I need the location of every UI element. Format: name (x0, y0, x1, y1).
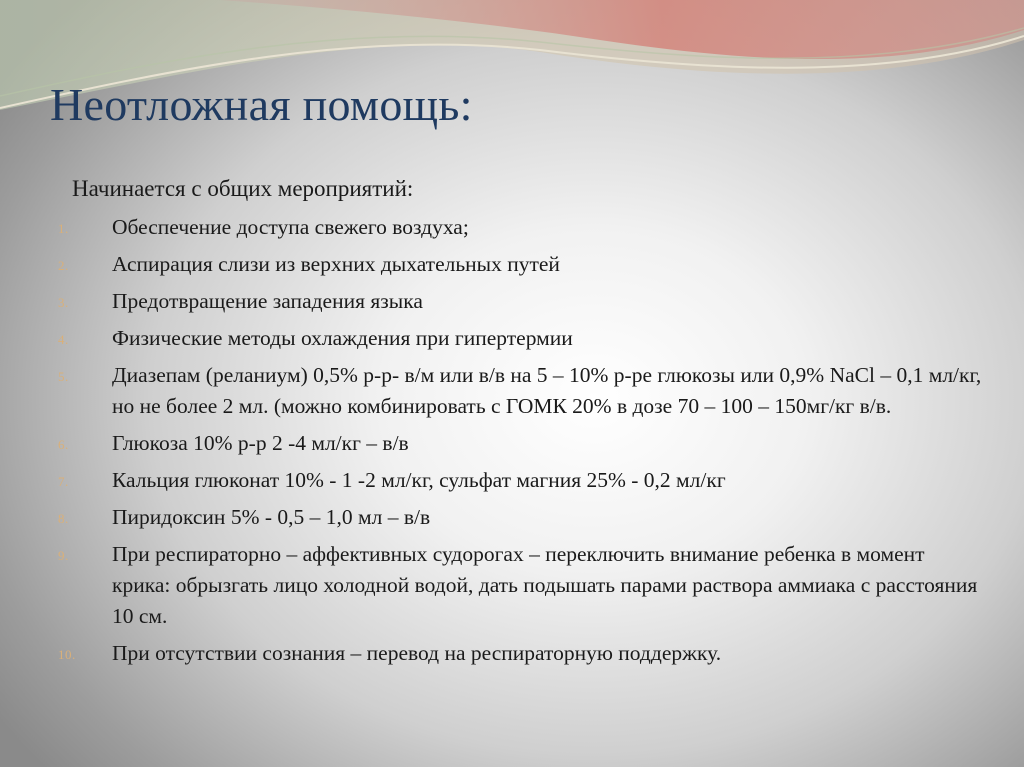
item-number: 3. (58, 295, 69, 310)
list-item (58, 465, 988, 496)
item-text: При отсутствии сознания – перевод на респираторную поддержку. (112, 641, 722, 665)
item-number: 2. (58, 258, 69, 273)
item-text: Предотвращение западения языка (112, 289, 423, 313)
item-text: Глюкоза 10% р-р 2 -4 мл/кг – в/в (112, 431, 409, 455)
treatment-list (58, 212, 988, 675)
slide-title: Неотложная помощь: (50, 79, 473, 130)
item-text: Аспирация слизи из верхних дыхательных путей (112, 252, 560, 276)
item-number: 4. (58, 332, 69, 347)
list-item (58, 323, 988, 354)
intro-text: Начинается с общих мероприятий: (72, 176, 414, 201)
list-item (58, 212, 988, 243)
item-number: 8. (58, 511, 69, 526)
item-text: Диазепам (реланиум) 0,5% р-р- в/м или в/в на 5 – 10% р-ре глюкозы или 0,9% NaCl – 0,1 мл/кг, но не более 2 мл. (можно комбинировать с ГОМК 20% в дозе 70 – 100 – 150мг/кг в/в. (112, 363, 982, 418)
list-item (58, 286, 988, 317)
item-text: Пиридоксин 5% - 0,5 – 1,0 мл – в/в (112, 505, 431, 529)
item-text: При респираторно – аффективных судорогах – переключить внимание ребенка в момент крика: обрызгать лицо холодной водой, дать подышать парами раствора аммиака с расстояния 10 см. (112, 542, 978, 628)
item-text: Физические методы охлаждения при гипертермии (112, 326, 573, 350)
list-item (58, 428, 988, 459)
list-item (58, 638, 988, 669)
item-number: 7. (58, 474, 69, 489)
item-number: 9. (58, 548, 69, 563)
item-number: 1. (58, 221, 69, 236)
item-number: 6. (58, 437, 69, 452)
list-item (58, 539, 988, 632)
list-item (58, 502, 988, 533)
item-text: Кальция глюконат 10% - 1 -2 мл/кг, сульфат магния 25% - 0,2 мл/кг (112, 468, 726, 492)
item-number: 5. (58, 369, 69, 384)
list-item (58, 249, 988, 280)
item-text: Обеспечение доступа свежего воздуха; (112, 215, 469, 239)
item-number: 10. (58, 647, 76, 662)
list-item (58, 360, 988, 422)
